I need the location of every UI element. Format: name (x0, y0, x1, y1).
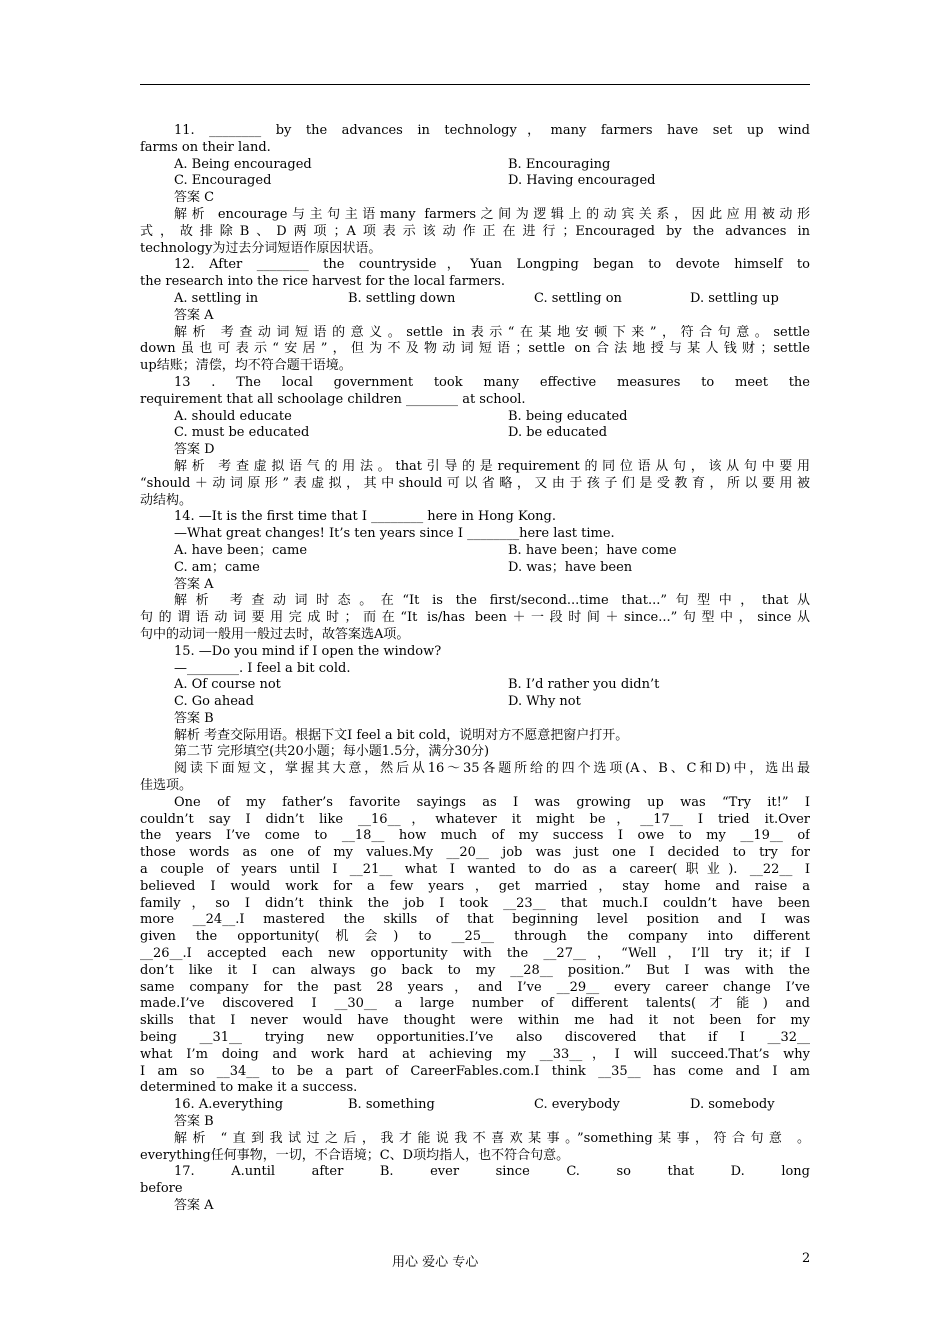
text-line: 14. —It is the first time that I ________ here in Hong Kong. (174, 509, 557, 525)
text-line (140, 291, 810, 308)
text-line: 解析 考查交际用语。根据下文I feel a bit cold，说明对方不愿意把窗户打开。 (174, 727, 629, 743)
text-line: the years I’ve come to __18__ how much of my success I owe to my __19__ of (140, 828, 810, 844)
option-b: B. I’d rather you didn’t (508, 677, 660, 693)
text-line: up结账；清偿，均不符合题干语境。 (140, 358, 352, 374)
option-b: D. be educated (508, 425, 608, 441)
text-line: 解析 “直到我试过之后，我才能说我不喜欢某事。”something某事，符合句意 。 (174, 1130, 810, 1146)
text-line: what I’m doing and work hard at achieving my __33__，I will succeed.That’s why (140, 1046, 810, 1062)
text-line (140, 157, 810, 174)
option-b: D. was；have been (508, 559, 633, 575)
text-line: determined to make it a success. (140, 1080, 358, 1096)
text-line: technology为过去分词短语作原因状语。 (140, 240, 382, 256)
text-line: 解析 考查动词短语的意义。settle in表示“在某地安顿下来”，符合句意。settle (174, 324, 810, 340)
option-a: 16. A.everything (174, 1097, 284, 1113)
text-line: 12. After ________ the countryside，Yuan Longping began to devote himself to (174, 257, 810, 273)
text-line: 佳选项。 (140, 778, 193, 794)
text-line: down虽也可表示“安居”，但为不及物动词短语；settle on合法地授与某人钱财；settle (140, 341, 810, 357)
text-line: 句中的动词一般用一般过去时，故答案选A项。 (140, 626, 410, 642)
text-line: skills that I never would have thought were within me had it not been for my (140, 1013, 810, 1029)
option-b: D. Why not (508, 694, 581, 710)
option-a: A. should educate (174, 408, 292, 424)
text-line: before (140, 1181, 183, 1197)
text-line: a couple of years until I __21__ what I wanted to do as a career(职业). __22__ I (140, 862, 810, 878)
text-line (140, 543, 810, 560)
option-b: D. Having encouraged (508, 173, 656, 189)
text-line: 解析 考查动词时态。在“It is the first/second...time that...”句型中，that从 (174, 593, 810, 609)
option-b: B. Encouraging (508, 156, 611, 172)
text-line (140, 425, 810, 442)
text-line: I am so __34__ to be a part of CareerFables.com.I think __35__ has come and I am (140, 1063, 810, 1079)
text-line: 答案 A (174, 576, 214, 592)
option-a: C. Encouraged (174, 173, 272, 189)
text-line: 答案 B (174, 1114, 214, 1130)
text-line: 答案 A (174, 1198, 214, 1213)
text-line: 解析 考查虚拟语气的用法。that引导的是requirement的同位语从句，该从句中要用 (174, 458, 810, 474)
text-line: 答案 B (174, 710, 214, 726)
text-line: “should＋动词原形”表虚拟，其中should可以省略，又由于孩子们是受教育，所以要用被 (140, 475, 810, 491)
option-a: A. Being encouraged (174, 156, 312, 172)
option-a: A. have been；came (174, 542, 308, 558)
text-line: 15. —Do you mind if I open the window? (174, 643, 442, 659)
document-body (140, 123, 810, 1215)
footer-motto: 用心 爱心 专心 (392, 1255, 479, 1270)
page-number: 2 (802, 1251, 811, 1266)
text-line: 第二节 完形填空(共20小题；每小题1.5分，满分30分) (174, 744, 490, 760)
text-line: 11. ________ by the advances in technology，many farmers have set up wind (174, 123, 810, 138)
text-line: couldn’t say I didn’t like __16__，whatever it might be，__17__ I tried it.Over (140, 811, 810, 827)
option-a: C. Go ahead (174, 694, 254, 710)
text-line (140, 173, 810, 190)
text-line: being __31__ trying new opportunities.I’ve also discovered that if I __32__ (140, 1030, 810, 1046)
text-line: those words as one of my values.My __20__ job was just one I decided to try for (140, 845, 810, 861)
text-line: 13 . The local government took many effective measures to meet the (174, 374, 810, 390)
text-line: One of my father’s favorite sayings as I was growing up was “Try it!” I (174, 794, 810, 810)
text-line: same company for the past 28 years，and I’ve __29__ every career change I’ve (140, 979, 810, 995)
option-b: B. something (348, 1097, 435, 1113)
option-a: C. must be educated (174, 425, 310, 441)
text-line: don’t like it I can always go back to my __28__ position.” But I was with the (140, 962, 810, 978)
text-line: —What great changes! It’s ten years since I ________here last time. (174, 526, 615, 542)
text-line: given the opportunity(机会) to __25__ through the company into different (140, 929, 810, 945)
text-line (140, 560, 810, 577)
header-rule (140, 84, 810, 85)
option-b: B. settling down (348, 290, 456, 306)
text-line: 答案 A (174, 307, 214, 323)
text-line: 式，故排除B、D两项；A项表示该动作正在进行；Encouraged by the advances in (140, 223, 810, 239)
text-line: the research into the rice harvest for the local farmers. (140, 274, 505, 290)
text-line: everything任何事物，一切，不合语境；C、D项均指人，也不符合句意。 (140, 1147, 570, 1163)
text-line: made.I’ve discovered I __30__ a large number of different talents(才能) and (140, 996, 810, 1012)
text-line: farms on their land. (140, 139, 271, 155)
text-line: 阅读下面短文，掌握其大意，然后从16～35各题所给的四个选项(A、B、C和D)中，选出最 (174, 761, 810, 777)
text-line: 句的谓语动词要用完成时；而在“It is/has been＋一段时间＋since...”句型中，since从 (140, 610, 810, 626)
text-line: 答案 D (174, 442, 215, 458)
option-a: C. am；came (174, 559, 260, 575)
text-line (140, 694, 810, 711)
option-a: A. Of course not (174, 677, 281, 693)
text-line: —________. I feel a bit cold. (174, 660, 351, 676)
text-line: 解析 encourage与主句主语many farmers之间为逻辑上的动宾关系，因此应用被动形 (174, 206, 810, 222)
text-line (140, 1097, 810, 1114)
option-c: C. settling on (534, 290, 622, 306)
text-line (140, 409, 810, 426)
option-a: A. settling in (174, 290, 259, 306)
text-line: family，so I didn’t think the job I took __23__ that much.I couldn’t have been (140, 895, 810, 911)
option-b: B. being educated (508, 408, 628, 424)
text-line: 答案 C (174, 190, 215, 206)
option-b: B. have been；have come (508, 542, 677, 558)
option-d: D. settling up (690, 290, 779, 306)
text-line: __26__.I accepted each new opportunity with the __27__，“Well，I’ll try it；if I (140, 946, 810, 962)
text-line: more __24__.I mastered the skills of that beginning level position and I was (140, 912, 810, 928)
option-c: C. everybody (534, 1097, 620, 1113)
text-line: 动结构。 (140, 492, 193, 508)
text-line: believed I would work for a few years，get married，stay home and raise a (140, 878, 810, 894)
text-line: requirement that all schoolage children ________ at school. (140, 391, 526, 407)
option-d: D. somebody (690, 1097, 775, 1113)
text-line (140, 677, 810, 694)
text-line: 17. A.until after B. ever since C. so that D. long (174, 1164, 810, 1180)
